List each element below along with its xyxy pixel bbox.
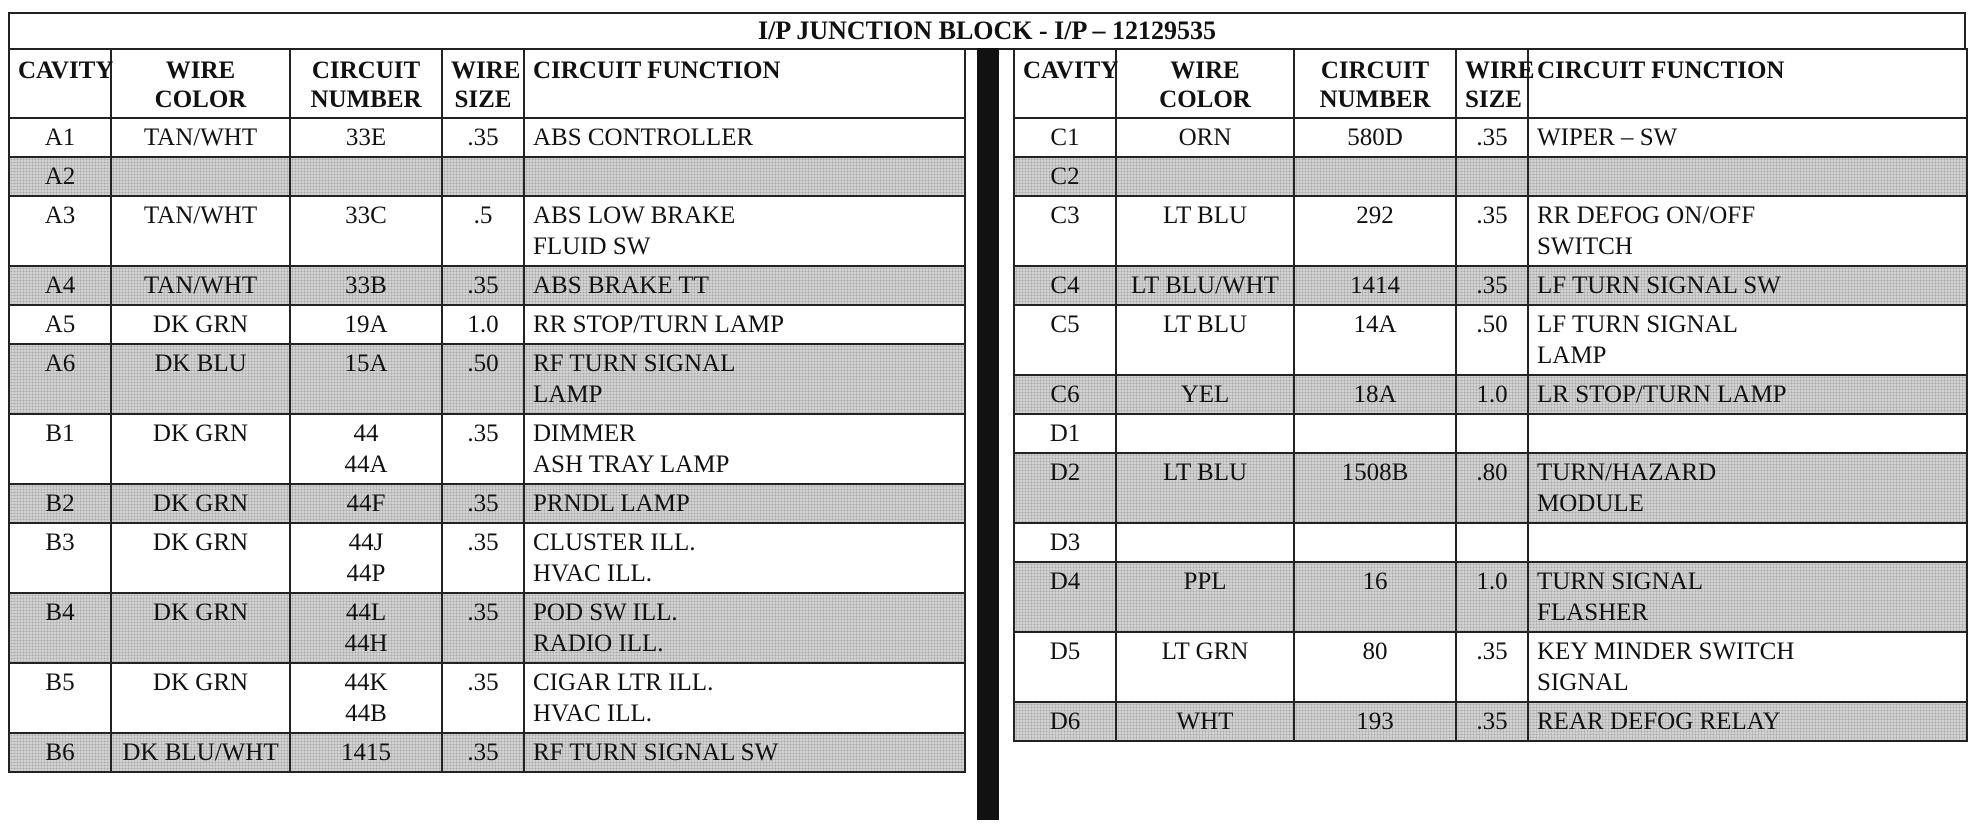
wire-color-cell: DK GRN: [111, 523, 290, 593]
circuit-function-cell-line: HVAC ILL.: [533, 700, 652, 727]
circuit-number-cell: [290, 593, 442, 663]
table-row: [1014, 118, 1967, 157]
wire-size-cell: .80: [1456, 453, 1528, 523]
column-divider: [977, 48, 999, 820]
circuit-number-cell-line: 580D: [1347, 124, 1403, 151]
circuit-function-cell: [1528, 375, 1967, 414]
cavity-cell: C5: [1014, 305, 1116, 375]
circuit-number-cell: [1294, 196, 1456, 266]
circuit-number-cell-line: 14A: [1353, 311, 1397, 338]
table-row: [9, 523, 965, 593]
circuit-number-cell-line: 1415: [341, 739, 391, 766]
circuit-function-cell: [1528, 632, 1967, 702]
wire-color-cell: LT BLU: [1116, 196, 1294, 266]
table-row: [1014, 375, 1967, 414]
cavity-cell: D2: [1014, 453, 1116, 523]
circuit-number-cell: [1294, 702, 1456, 741]
header-row: [1014, 49, 1967, 118]
circuit-number-cell: [290, 344, 442, 414]
header-wire-color: WIRE COLOR: [1116, 49, 1294, 118]
circuit-function-cell: [524, 663, 965, 733]
circuit-function-cell-line: SWITCH: [1537, 233, 1633, 260]
circuit-number-cell: [1294, 305, 1456, 375]
circuit-number-cell-line: 80: [1362, 638, 1388, 665]
circuit-function-cell-line: ABS CONTROLLER: [533, 124, 754, 151]
wire-size-cell: .50: [1456, 305, 1528, 375]
table-row: [1014, 305, 1967, 375]
circuit-number-cell-line: 18A: [1353, 381, 1397, 408]
wire-color-cell: DK BLU/WHT: [111, 733, 290, 772]
wire-size-cell: .50: [442, 344, 524, 414]
circuit-function-cell-line: RADIO ILL.: [533, 630, 664, 657]
circuit-number-cell: [1294, 562, 1456, 632]
cavity-cell: C2: [1014, 157, 1116, 196]
circuit-function-cell-line: LR STOP/TURN LAMP: [1537, 381, 1787, 408]
cavity-cell: A2: [9, 157, 111, 196]
header-cavity: CAVITY: [9, 49, 111, 118]
cavity-cell: B6: [9, 733, 111, 772]
wire-size-cell: .35: [442, 663, 524, 733]
wire-size-cell: .35: [1456, 118, 1528, 157]
wire-size-cell: .35: [442, 484, 524, 523]
table-row: [9, 663, 965, 733]
wire-size-cell: .35: [442, 414, 524, 484]
circuit-number-cell: [1294, 632, 1456, 702]
header-wire-size: WIRE SIZE: [1456, 49, 1528, 118]
circuit-function-cell-line: RR DEFOG ON/OFF: [1537, 202, 1756, 229]
circuit-function-cell: [1528, 118, 1967, 157]
circuit-number-cell: [1294, 118, 1456, 157]
circuit-number-cell-line: 44: [353, 420, 379, 447]
circuit-number-cell: [1294, 266, 1456, 305]
circuit-function-cell-line: LAMP: [1537, 342, 1607, 369]
wire-color-cell: TAN/WHT: [111, 118, 290, 157]
wire-size-cell: .5: [442, 196, 524, 266]
table-row: [1014, 157, 1967, 196]
cavity-cell: A3: [9, 196, 111, 266]
table-row: [9, 305, 965, 344]
table-row: [9, 484, 965, 523]
wire-color-cell: LT BLU: [1116, 453, 1294, 523]
circuit-function-cell-line: RR STOP/TURN LAMP: [533, 311, 784, 338]
circuit-function-cell-line: CIGAR LTR ILL.: [533, 669, 714, 696]
wire-color-cell: DK GRN: [111, 305, 290, 344]
circuit-number-cell: [1294, 453, 1456, 523]
wire-color-cell: PPL: [1116, 562, 1294, 632]
circuit-number-cell-line: 44L: [345, 599, 387, 626]
wire-color-cell: DK GRN: [111, 414, 290, 484]
circuit-number-cell-line: 1414: [1350, 272, 1400, 299]
circuit-function-cell: [1528, 523, 1967, 562]
cavity-cell: D6: [1014, 702, 1116, 741]
circuit-function-cell: [1528, 702, 1967, 741]
circuit-number-cell: [290, 196, 442, 266]
circuit-function-cell: [1528, 414, 1967, 453]
wire-color-cell: LT GRN: [1116, 632, 1294, 702]
wire-color-cell: DK BLU: [111, 344, 290, 414]
wire-color-cell: LT BLU: [1116, 305, 1294, 375]
wire-size-cell: [1456, 523, 1528, 562]
cavity-cell: D3: [1014, 523, 1116, 562]
wire-size-cell: 1.0: [1456, 375, 1528, 414]
wire-color-cell: ORN: [1116, 118, 1294, 157]
wire-size-cell: .35: [1456, 632, 1528, 702]
circuit-number-cell: [290, 523, 442, 593]
cavity-cell: C4: [1014, 266, 1116, 305]
table-row: [1014, 414, 1967, 453]
cavity-cell: D4: [1014, 562, 1116, 632]
circuit-function-cell: [524, 305, 965, 344]
circuit-function-cell: [1528, 305, 1967, 375]
circuit-number-cell-line: [1303, 418, 1447, 449]
cavity-cell: A4: [9, 266, 111, 305]
circuit-function-cell: [524, 196, 965, 266]
table-row: [1014, 562, 1967, 632]
right-table-body: [1014, 118, 1967, 741]
circuit-function-cell-line: ASH TRAY LAMP: [533, 451, 730, 478]
circuit-number-cell-line: [1303, 527, 1447, 558]
circuit-number-cell-line: 33E: [345, 124, 387, 151]
wire-size-cell: .35: [442, 118, 524, 157]
wire-color-cell: TAN/WHT: [111, 266, 290, 305]
circuit-number-cell: [290, 305, 442, 344]
circuit-function-cell: [1528, 266, 1967, 305]
circuit-number-cell-line: 33C: [345, 202, 387, 229]
circuit-function-cell: [524, 593, 965, 663]
circuit-function-cell-line: LF TURN SIGNAL: [1537, 311, 1738, 338]
circuit-function-cell-line: FLASHER: [1537, 599, 1649, 626]
circuit-function-cell: [1528, 453, 1967, 523]
circuit-number-cell: [1294, 523, 1456, 562]
circuit-function-cell: [524, 523, 965, 593]
circuit-number-cell: [290, 266, 442, 305]
wire-color-cell: YEL: [1116, 375, 1294, 414]
cavity-cell: B2: [9, 484, 111, 523]
cavity-cell: C1: [1014, 118, 1116, 157]
circuit-number-cell-line: 15A: [344, 350, 388, 377]
circuit-number-cell-line: 44F: [346, 490, 386, 517]
circuit-number-cell-line: 292: [1356, 202, 1394, 229]
header-circuit-number: CIRCUIT NUMBER: [290, 49, 442, 118]
circuit-function-cell-line: RF TURN SIGNAL: [533, 350, 736, 377]
table-row: [9, 344, 965, 414]
circuit-function-cell: [1528, 157, 1967, 196]
circuit-function-cell: [524, 484, 965, 523]
circuit-function-cell-line: TURN SIGNAL: [1537, 568, 1703, 595]
wire-size-cell: .35: [442, 523, 524, 593]
wire-color-cell: DK GRN: [111, 593, 290, 663]
circuit-function-cell-line: HVAC ILL.: [533, 560, 652, 587]
circuit-function-cell-line: [1537, 418, 1958, 449]
table-row: [1014, 196, 1967, 266]
circuit-number-cell: [290, 733, 442, 772]
cavity-cell: B5: [9, 663, 111, 733]
circuit-function-cell-line: MODULE: [1537, 490, 1644, 517]
cavity-cell: D5: [1014, 632, 1116, 702]
page-title: I/P JUNCTION BLOCK - I/P – 12129535: [8, 12, 1966, 50]
circuit-function-cell-line: ABS LOW BRAKE: [533, 202, 736, 229]
wire-color-cell: TAN/WHT: [111, 196, 290, 266]
circuit-function-cell-line: [1537, 527, 1958, 558]
table-row: [9, 118, 965, 157]
table-row: [9, 593, 965, 663]
circuit-number-cell-line: 44K: [344, 669, 388, 696]
circuit-function-cell-line: LAMP: [533, 381, 603, 408]
table-row: [1014, 632, 1967, 702]
wire-color-cell: LT BLU/WHT: [1116, 266, 1294, 305]
circuit-number-cell: [290, 663, 442, 733]
circuit-function-cell-line: POD SW ILL.: [533, 599, 678, 626]
circuit-function-cell-line: FLUID SW: [533, 233, 651, 260]
cavity-cell: A1: [9, 118, 111, 157]
wire-color-cell: [1116, 157, 1294, 196]
circuit-number-cell-line: 44A: [344, 451, 388, 478]
circuit-function-cell: [524, 157, 965, 196]
circuit-function-cell-line: SIGNAL: [1537, 669, 1629, 696]
circuit-number-cell-line: 33B: [345, 272, 387, 299]
circuit-number-cell-line: 44H: [344, 630, 388, 657]
wire-size-cell: .35: [1456, 702, 1528, 741]
left-table-body: [9, 118, 965, 772]
header-wire-size: WIRE SIZE: [442, 49, 524, 118]
circuit-function-cell: [524, 266, 965, 305]
cavity-cell: C6: [1014, 375, 1116, 414]
header-circuit-function: CIRCUIT FUNCTION: [524, 49, 965, 118]
wire-size-cell: .35: [442, 593, 524, 663]
cavity-cell: A5: [9, 305, 111, 344]
circuit-function-cell-line: WIPER – SW: [1537, 124, 1678, 151]
circuit-number-cell: [290, 484, 442, 523]
circuit-number-cell-line: 44P: [346, 560, 386, 587]
circuit-function-cell-line: PRNDL LAMP: [533, 490, 690, 517]
wire-size-cell: [1456, 157, 1528, 196]
cavity-cell: C3: [1014, 196, 1116, 266]
cavity-cell: B1: [9, 414, 111, 484]
circuit-number-cell-line: [299, 161, 433, 192]
circuit-function-cell-line: CLUSTER ILL.: [533, 529, 696, 556]
wire-size-cell: 1.0: [1456, 562, 1528, 632]
wire-color-cell: WHT: [1116, 702, 1294, 741]
wire-color-cell: DK GRN: [111, 663, 290, 733]
circuit-number-cell-line: [1303, 161, 1447, 192]
wire-color-cell: [1116, 523, 1294, 562]
table-row: [1014, 702, 1967, 741]
wire-size-cell: .35: [442, 733, 524, 772]
circuit-number-cell-line: 16: [1362, 568, 1388, 595]
circuit-number-cell: [290, 118, 442, 157]
circuit-number-cell-line: 193: [1356, 708, 1394, 735]
table-row: [9, 733, 965, 772]
table-row: [9, 414, 965, 484]
circuit-function-cell-line: DIMMER: [533, 420, 636, 447]
left-junction-table: [8, 48, 966, 773]
circuit-function-cell: [524, 414, 965, 484]
circuit-function-cell-line: TURN/HAZARD: [1537, 459, 1717, 486]
wire-size-cell: .35: [1456, 266, 1528, 305]
table-row: [9, 196, 965, 266]
header-wire-color: WIRE COLOR: [111, 49, 290, 118]
table-row: [1014, 523, 1967, 562]
circuit-number-cell-line: 19A: [344, 311, 388, 338]
circuit-function-cell: [1528, 196, 1967, 266]
circuit-number-cell: [1294, 157, 1456, 196]
header-circuit-number: CIRCUIT NUMBER: [1294, 49, 1456, 118]
right-junction-table: [1013, 48, 1968, 742]
circuit-function-cell-line: [1537, 161, 1958, 192]
circuit-number-cell: [1294, 375, 1456, 414]
circuit-number-cell: [1294, 414, 1456, 453]
circuit-number-cell-line: 44B: [345, 700, 387, 727]
wire-color-cell: DK GRN: [111, 484, 290, 523]
table-row: [1014, 266, 1967, 305]
circuit-function-cell-line: LF TURN SIGNAL SW: [1537, 272, 1781, 299]
circuit-number-cell-line: 44J: [348, 529, 384, 556]
circuit-function-cell: [524, 344, 965, 414]
table-row: [9, 157, 965, 196]
circuit-function-cell-line: RF TURN SIGNAL SW: [533, 739, 779, 766]
circuit-function-cell-line: ABS BRAKE TT: [533, 272, 709, 299]
circuit-function-cell: [524, 118, 965, 157]
wire-size-cell: .35: [442, 266, 524, 305]
cavity-cell: A6: [9, 344, 111, 414]
table-row: [9, 266, 965, 305]
circuit-number-cell: [290, 157, 442, 196]
wire-color-cell: [111, 157, 290, 196]
wire-size-cell: [1456, 414, 1528, 453]
circuit-function-cell: [1528, 562, 1967, 632]
circuit-function-cell-line: KEY MINDER SWITCH: [1537, 638, 1795, 665]
cavity-cell: B3: [9, 523, 111, 593]
header-circuit-function: CIRCUIT FUNCTION: [1528, 49, 1967, 118]
cavity-cell: D1: [1014, 414, 1116, 453]
wire-size-cell: [442, 157, 524, 196]
circuit-function-cell-line: [533, 161, 956, 192]
header-row: [9, 49, 965, 118]
circuit-number-cell: [290, 414, 442, 484]
wire-color-cell: [1116, 414, 1294, 453]
circuit-function-cell-line: REAR DEFOG RELAY: [1537, 708, 1781, 735]
circuit-number-cell-line: 1508B: [1341, 459, 1409, 486]
table-row: [1014, 453, 1967, 523]
wire-size-cell: .35: [1456, 196, 1528, 266]
circuit-function-cell: [524, 733, 965, 772]
wire-size-cell: 1.0: [442, 305, 524, 344]
cavity-cell: B4: [9, 593, 111, 663]
header-cavity: CAVITY: [1014, 49, 1116, 118]
